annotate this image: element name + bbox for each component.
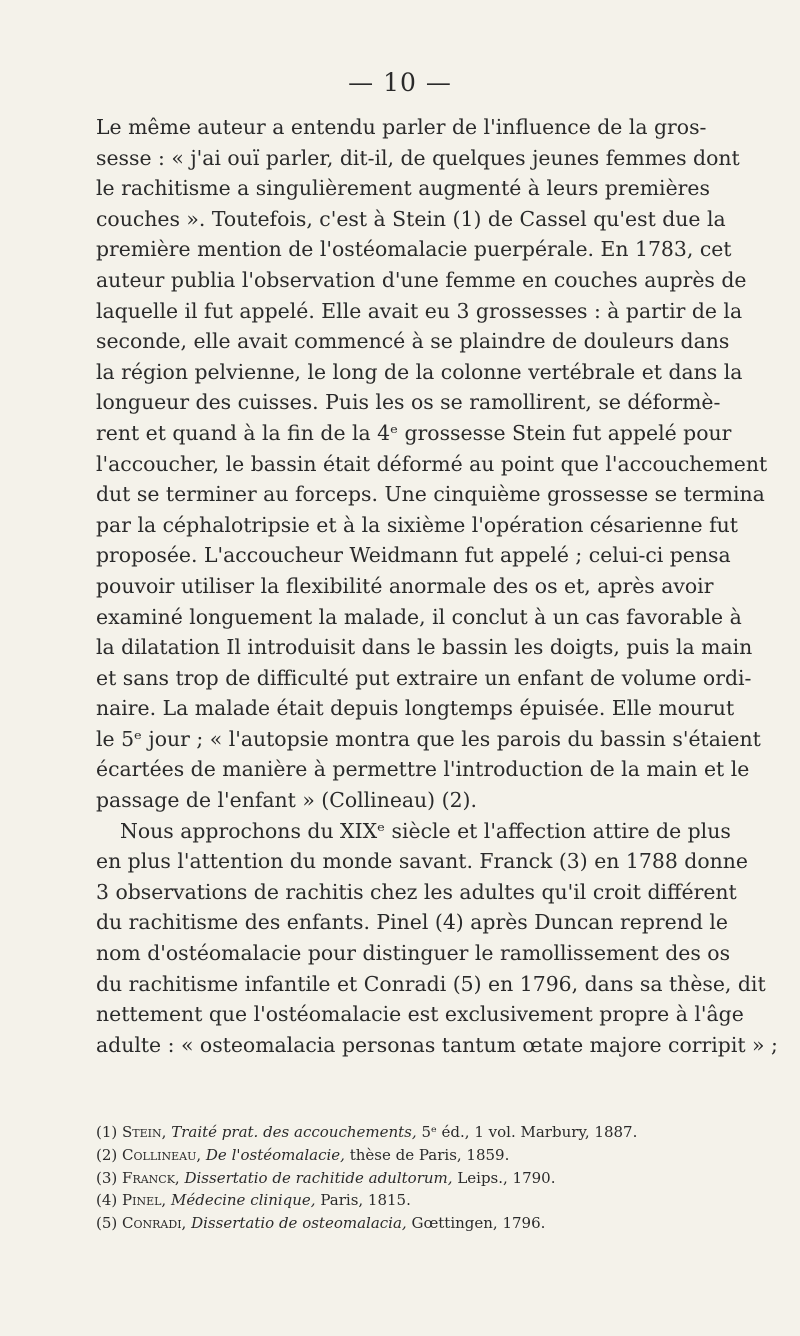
footnote-title: De l'ostéomalacie,: [205, 1145, 345, 1164]
text-line: 3 observations de rachitis chez les adultes qu'il croit différent: [96, 879, 737, 904]
footnote-title: Dissertatio de rachitide adultorum,: [184, 1168, 453, 1187]
text-line: la région pelvienne, le long de la colonne vertébrale et dans la: [96, 359, 743, 384]
footnote-title: Médecine clinique,: [170, 1191, 316, 1210]
footnote-details: Gœttingen, 1796.: [411, 1214, 546, 1233]
text-line: auteur publia l'observation d'une femme en couches auprès de: [96, 267, 747, 292]
text-line: par la céphalotripsie et à la sixième l'opération césarienne fut: [96, 512, 738, 537]
footnote-author: Pinel,: [122, 1191, 167, 1210]
footnote-title: Traité prat. des accouchements,: [171, 1123, 417, 1141]
text-line: laquelle il fut appelé. Elle avait eu 3 grossesses : à partir de la: [96, 298, 743, 323]
text-line: Nous approchons du XIXᵉ siècle et l'affection attire de plus: [120, 818, 731, 843]
text-line: seconde, elle avait commencé à se plaindre de douleurs dans: [96, 329, 730, 354]
body-text: [96, 112, 778, 1060]
text-line: le rachitisme a singulièrement augmenté à leurs premières: [96, 176, 710, 201]
footnote-number: (3): [96, 1168, 118, 1187]
footnote-author: Collineau,: [122, 1145, 202, 1164]
text-line: examiné longuement la malade, il conclut à un cas favorable à: [96, 604, 742, 629]
text-line: en plus l'attention du monde savant. Franck (3) en 1788 donne: [96, 849, 748, 874]
text-line: naire. La malade était depuis longtemps épuisée. Elle mourut: [96, 696, 735, 721]
footnote-details: thèse de Paris, 1859.: [349, 1145, 510, 1164]
text-line: le 5ᵉ jour ; « l'autopsie montra que les parois du bassin s'étaient: [96, 726, 761, 751]
text-line: proposée. L'accoucheur Weidmann fut appelé ; celui-ci pensa: [96, 543, 731, 568]
text-line: l'accoucher, le bassin était déformé au point que l'accouchement: [96, 451, 768, 476]
text-line: adulte : « osteomalacia personas tantum œtate majore corripit » ;: [96, 1032, 778, 1057]
paragraph-2: [96, 816, 778, 1061]
text-line: et sans trop de difficulté put extraire un enfant de volume ordi-: [96, 665, 752, 690]
footnote-title: Dissertatio de osteomalacia,: [191, 1214, 407, 1233]
footnote-number: (2): [96, 1145, 118, 1164]
footnote-author: Conradi,: [122, 1214, 187, 1233]
footnote-number: (4): [96, 1191, 118, 1210]
footnote-author: Stein,: [122, 1123, 167, 1141]
footnotes: [96, 1121, 646, 1235]
text-line: écartées de manière à permettre l'introduction de la main et le: [96, 757, 750, 782]
page-number: — 10 —: [348, 68, 452, 97]
footnote-details: Paris, 1815.: [320, 1191, 411, 1210]
text-line: sesse : « j'ai ouï parler, dit-il, de quelques jeunes femmes dont: [96, 145, 740, 170]
text-line: du rachitisme infantile et Conradi (5) en 1796, dans sa thèse, dit: [96, 971, 766, 996]
text-line: pouvoir utiliser la flexibilité anormale des os et, après avoir: [96, 573, 714, 598]
text-line: nom d'ostéomalacie pour distinguer le ramollissement des os: [96, 941, 731, 966]
text-line: nettement que l'ostéomalacie est exclusivement propre à l'âge: [96, 1002, 744, 1027]
text-line: couches ». Toutefois, c'est à Stein (1) de Cassel qu'est due la: [96, 206, 726, 231]
footnote-details: Leips., 1790.: [457, 1168, 556, 1187]
text-line: longueur des cuisses. Puis les os se ramollirent, se déformè-: [96, 390, 721, 415]
footnote-number: (5): [96, 1214, 118, 1233]
footnote-details: 5ᵉ éd., 1 vol. Marbury, 1887.: [421, 1123, 638, 1141]
footnote: [96, 1212, 646, 1235]
footnote: [96, 1121, 646, 1144]
footnote-number: (1): [96, 1123, 118, 1141]
footnote: [96, 1189, 646, 1212]
text-line: la dilatation Il introduisit dans le bassin les doigts, puis la main: [96, 635, 753, 660]
text-line: du rachitisme des enfants. Pinel (4) après Duncan reprend le: [96, 910, 728, 935]
text-line: rent et quand à la fin de la 4ᵉ grossesse Stein fut appelé pour: [96, 420, 732, 445]
footnote-author: Franck,: [122, 1168, 180, 1187]
text-line: passage de l'enfant » (Collineau) (2).: [96, 788, 477, 813]
footnote: [96, 1167, 646, 1190]
paragraph-1: [96, 112, 768, 816]
text-line: dut se terminer au forceps. Une cinquième grossesse se termina: [96, 482, 765, 507]
text-line: Le même auteur a entendu parler de l'influence de la gros-: [96, 115, 707, 139]
text-line: première mention de l'ostéomalacie puerpérale. En 1783, cet: [96, 237, 732, 262]
footnote: [96, 1144, 646, 1167]
